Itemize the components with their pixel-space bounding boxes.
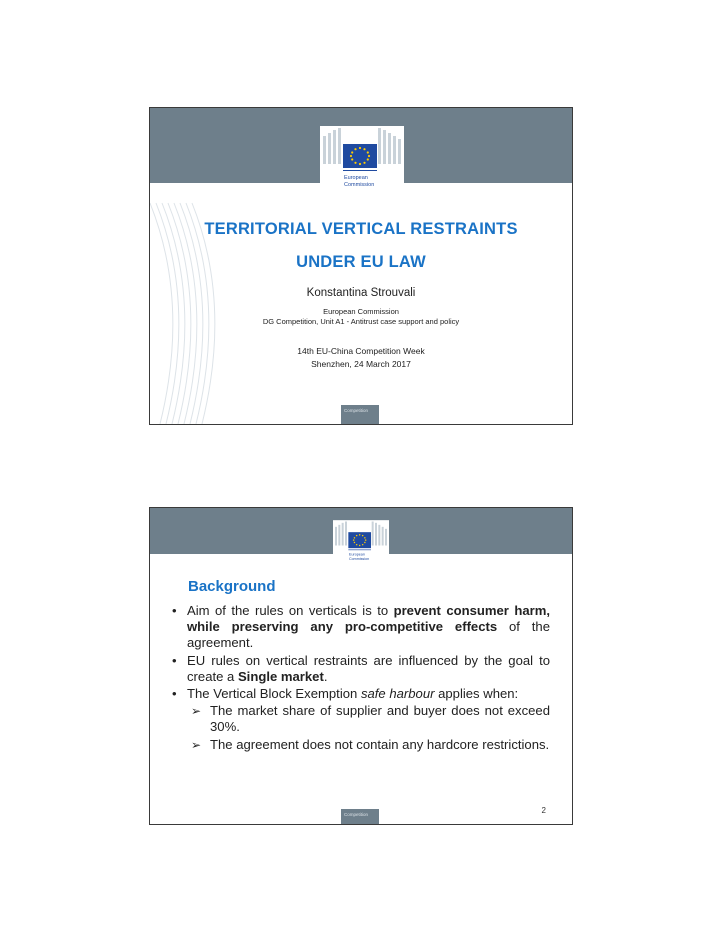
author-unit: DG Competition, Unit A1 - Antitrust case support and policy <box>262 317 460 326</box>
arrow-bullet-icon: ➢ <box>191 737 202 752</box>
list-item: • Aim of the rules on verticals is to prevent consumer harm, while preserving any pro-competitive effects of the agreement. <box>172 603 551 651</box>
svg-text:Commission: Commission <box>344 182 375 188</box>
list-sub-item: ➢ The agreement does not contain any hardcore restrictions. <box>191 736 550 752</box>
bullet-icon: • <box>172 686 177 702</box>
european-commission-logo <box>320 126 404 202</box>
footer-tab: Competition <box>341 405 379 424</box>
list-sub-item: ➢ The market share of supplier and buyer does not exceed 30%. <box>191 703 550 735</box>
bullet-list <box>172 603 550 754</box>
slide-2 <box>149 507 573 825</box>
author-name: Konstantina Strouvali <box>306 287 416 299</box>
list-item: • EU rules on vertical restraints are influenced by the goal to create a Single market. <box>172 652 550 684</box>
bullet-icon: • <box>172 652 177 668</box>
arrow-bullet-icon: ➢ <box>191 704 202 719</box>
footer-tab: Competition <box>341 809 379 824</box>
european-commission-logo <box>333 520 389 571</box>
author-organisation: European Commission <box>323 307 399 316</box>
svg-text:Commission: Commission <box>349 557 370 562</box>
slide-title-line-1: TERRITORIAL VERTICAL RESTRAINTS <box>204 220 518 238</box>
slide-title-line-2: UNDER EU LAW <box>296 253 426 271</box>
svg-text:European: European <box>344 175 368 181</box>
event-name: 14th EU-China Competition Week <box>297 346 425 356</box>
svg-text:European: European <box>349 552 365 557</box>
slide-heading: Background <box>188 578 276 595</box>
event-place-date: Shenzhen, 24 March 2017 <box>311 359 411 369</box>
list-item: • The Vertical Block Exemption safe harbour applies when: <box>172 686 519 702</box>
slide-1 <box>149 107 573 425</box>
bullet-icon: • <box>172 603 177 618</box>
page-number: 2 <box>541 806 546 815</box>
